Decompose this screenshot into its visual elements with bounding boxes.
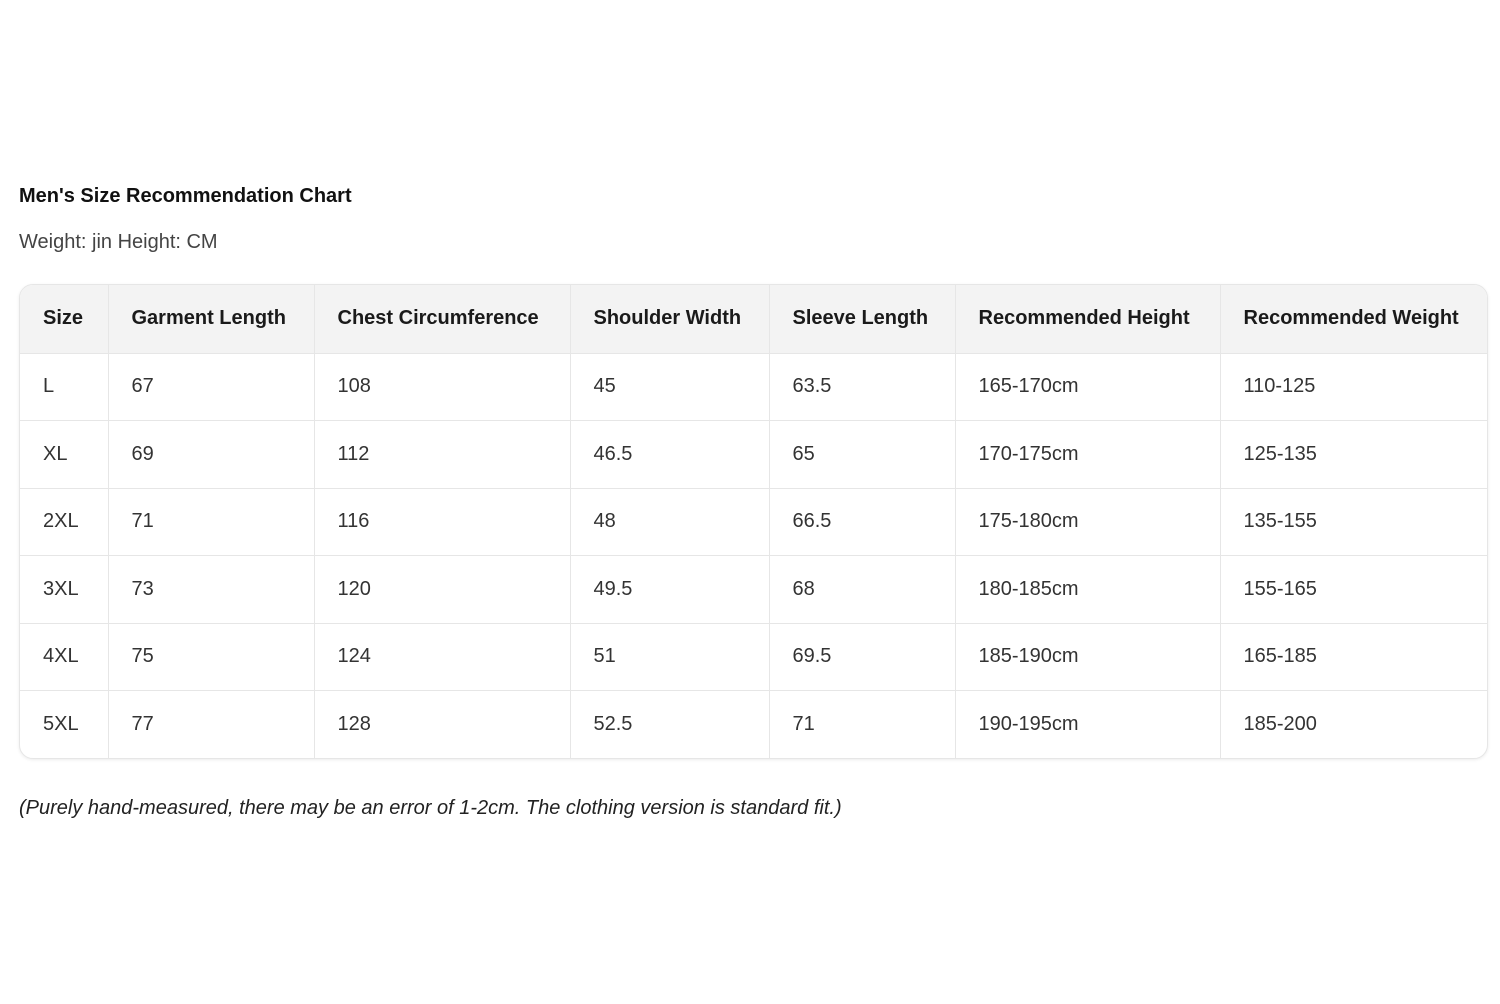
cell-sleeve-length: 65 bbox=[769, 421, 955, 489]
size-table bbox=[20, 285, 1487, 758]
cell-shoulder-width: 51 bbox=[570, 623, 769, 691]
cell-recommended-weight: 125-135 bbox=[1220, 421, 1487, 489]
cell-recommended-height: 180-185cm bbox=[955, 556, 1220, 624]
cell-garment-length: 73 bbox=[108, 556, 314, 624]
cell-size: 3XL bbox=[20, 556, 108, 624]
table-row bbox=[20, 691, 1487, 759]
cell-sleeve-length: 68 bbox=[769, 556, 955, 624]
header-recommended-height: Recommended Height bbox=[955, 285, 1220, 353]
cell-recommended-weight: 185-200 bbox=[1243, 713, 1317, 735]
cell-recommended-weight: 135-155 bbox=[1220, 488, 1487, 556]
cell-size: 5XL bbox=[20, 691, 108, 759]
cell-sleeve-length: 69.5 bbox=[769, 623, 955, 691]
units-subtitle: Weight: jin Height: CM bbox=[19, 231, 218, 253]
cell-recommended-height: 185-190cm bbox=[955, 623, 1220, 691]
cell-chest-circumference: 120 bbox=[314, 556, 570, 624]
measurement-note: (Purely hand-measured, there may be an error of 1-2cm. The clothing version is standard fit.) bbox=[19, 797, 842, 819]
table-row bbox=[20, 556, 1487, 624]
cell-recommended-weight: 165-185 bbox=[1220, 623, 1487, 691]
cell-recommended-height: 165-170cm bbox=[955, 353, 1220, 421]
table-row bbox=[20, 353, 1487, 421]
cell-recommended-height: 190-195cm bbox=[955, 691, 1220, 759]
cell-chest-circumference: 128 bbox=[314, 691, 570, 759]
header-sleeve-length: Sleeve Length bbox=[769, 285, 955, 353]
size-table-container bbox=[19, 284, 1488, 759]
cell-size: L bbox=[20, 353, 108, 421]
cell-garment-length: 67 bbox=[108, 353, 314, 421]
cell-recommended-weight: 110-125 bbox=[1220, 353, 1487, 421]
cell-shoulder-width: 46.5 bbox=[570, 421, 769, 489]
cell-recommended-height: 175-180cm bbox=[955, 488, 1220, 556]
cell-chest-circumference: 124 bbox=[314, 623, 570, 691]
table-row bbox=[20, 623, 1487, 691]
cell-chest-circumference: 108 bbox=[314, 353, 570, 421]
table-row bbox=[20, 488, 1487, 556]
cell-recommended-weight: 155-165 bbox=[1220, 556, 1487, 624]
header-size: Size bbox=[20, 285, 108, 353]
header-chest-circumference: Chest Circumference bbox=[314, 285, 570, 353]
header-garment-length: Garment Length bbox=[108, 285, 314, 353]
cell-garment-length: 69 bbox=[108, 421, 314, 489]
cell-sleeve-length: 66.5 bbox=[769, 488, 955, 556]
cell-recommended-height: 170-175cm bbox=[955, 421, 1220, 489]
cell-shoulder-width: 52.5 bbox=[570, 691, 769, 759]
cell-size: XL bbox=[20, 421, 108, 489]
table-header-row bbox=[20, 285, 1487, 353]
cell-shoulder-width: 49.5 bbox=[570, 556, 769, 624]
cell-shoulder-width: 45 bbox=[570, 353, 769, 421]
header-shoulder-width: Shoulder Width bbox=[570, 285, 769, 353]
cell-garment-length: 77 bbox=[108, 691, 314, 759]
chart-title: Men's Size Recommendation Chart bbox=[19, 185, 352, 207]
cell-sleeve-length: 63.5 bbox=[769, 353, 955, 421]
cell-sleeve-length: 71 bbox=[769, 691, 955, 759]
header-recommended-weight: Recommended Weight bbox=[1220, 285, 1487, 353]
cell-shoulder-width: 48 bbox=[570, 488, 769, 556]
cell-size: 2XL bbox=[20, 488, 108, 556]
table-row bbox=[20, 421, 1487, 489]
cell-garment-length: 71 bbox=[108, 488, 314, 556]
cell-size: 4XL bbox=[20, 623, 108, 691]
cell-chest-circumference: 112 bbox=[314, 421, 570, 489]
cell-chest-circumference: 116 bbox=[314, 488, 570, 556]
cell-garment-length: 75 bbox=[108, 623, 314, 691]
